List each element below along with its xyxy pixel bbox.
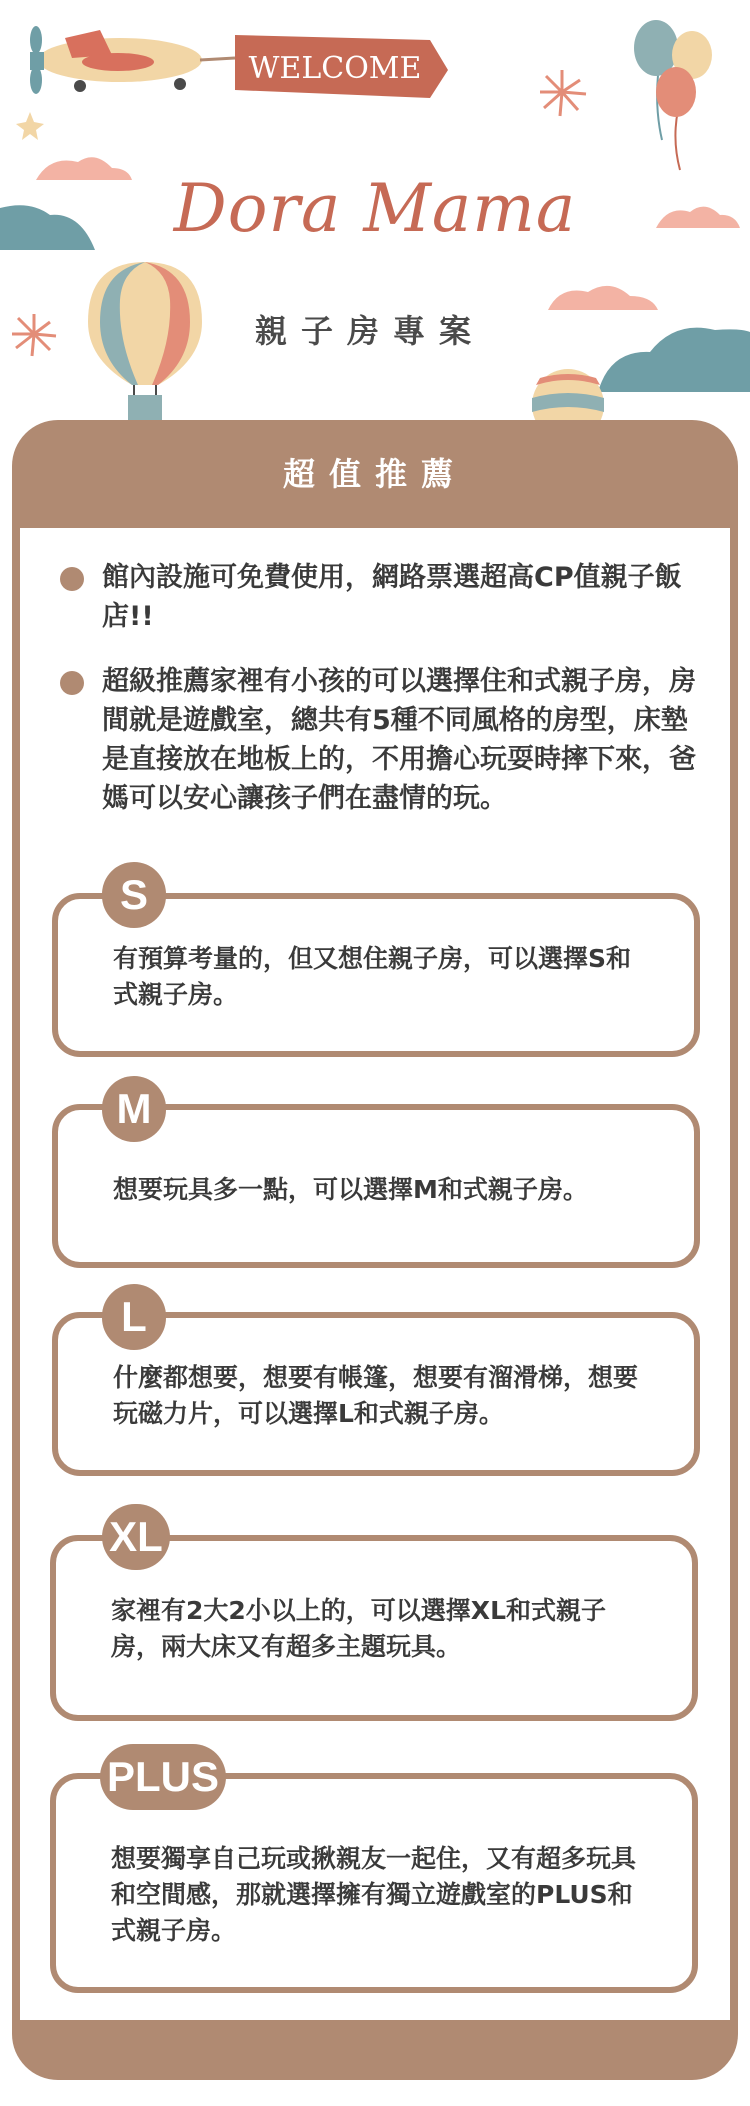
bullet-item: [60, 558, 700, 636]
cloud-icon: [548, 286, 658, 310]
room-badge-plus: PLUS: [100, 1744, 226, 1810]
star-icon: [16, 112, 44, 140]
panel-heading: 超值推薦: [282, 455, 467, 493]
bullet-item: [60, 662, 700, 818]
room-description: 什麼都想要，想要有帳篷，想要有溜滑梯，想要玩磁力片，可以選擇L和式親子房。: [113, 1363, 639, 1428]
welcome-banner: [235, 35, 448, 98]
page-title: Dora Mama: [173, 170, 577, 247]
page-subtitle: 親子房專案: [255, 312, 486, 350]
bullet-text: 超級推薦家裡有小孩的可以選擇住和式親子房，房間就是遊戲室，總共有5種不同風格的房型，床墊是直接放在地板上的，不用擔心玩耍時摔下來，爸媽可以安心讓孩子們在盡情的玩。: [102, 666, 696, 814]
room-description: 想要玩具多一點，可以選擇M和式親子房。: [113, 1175, 588, 1204]
firework-icon: [540, 70, 586, 116]
room-description: 家裡有2大2小以上的，可以選擇XL和式親子房，兩大床又有超多主題玩具。: [111, 1596, 606, 1661]
bullet-dot-icon: [60, 567, 84, 591]
cloud-icon: [598, 328, 750, 392]
room-badge-xl: XL: [102, 1504, 170, 1570]
airplane-icon: [30, 26, 235, 94]
room-badge-m: M: [102, 1076, 166, 1142]
room-badge-s: S: [102, 862, 166, 928]
welcome-banner-text: WELCOME: [248, 51, 422, 86]
room-description: 想要獨享自己玩或揪親友一起住，又有超多玩具和空間感，那就選擇擁有獨立遊戲室的PLUS和式親子房。: [111, 1844, 637, 1945]
balloons-icon: [634, 20, 712, 170]
hot-air-balloon-icon: [88, 262, 202, 420]
firework-icon: [12, 314, 56, 356]
room-badge-l: L: [102, 1284, 166, 1350]
room-description: 有預算考量的，但又想住親子房，可以選擇S和式親子房。: [113, 944, 632, 1009]
ball-icon: [532, 369, 604, 420]
bullet-text: 館內設施可免費使用，網路票選超高CP值親子飯店!!: [102, 562, 682, 632]
bullet-dot-icon: [60, 671, 84, 695]
